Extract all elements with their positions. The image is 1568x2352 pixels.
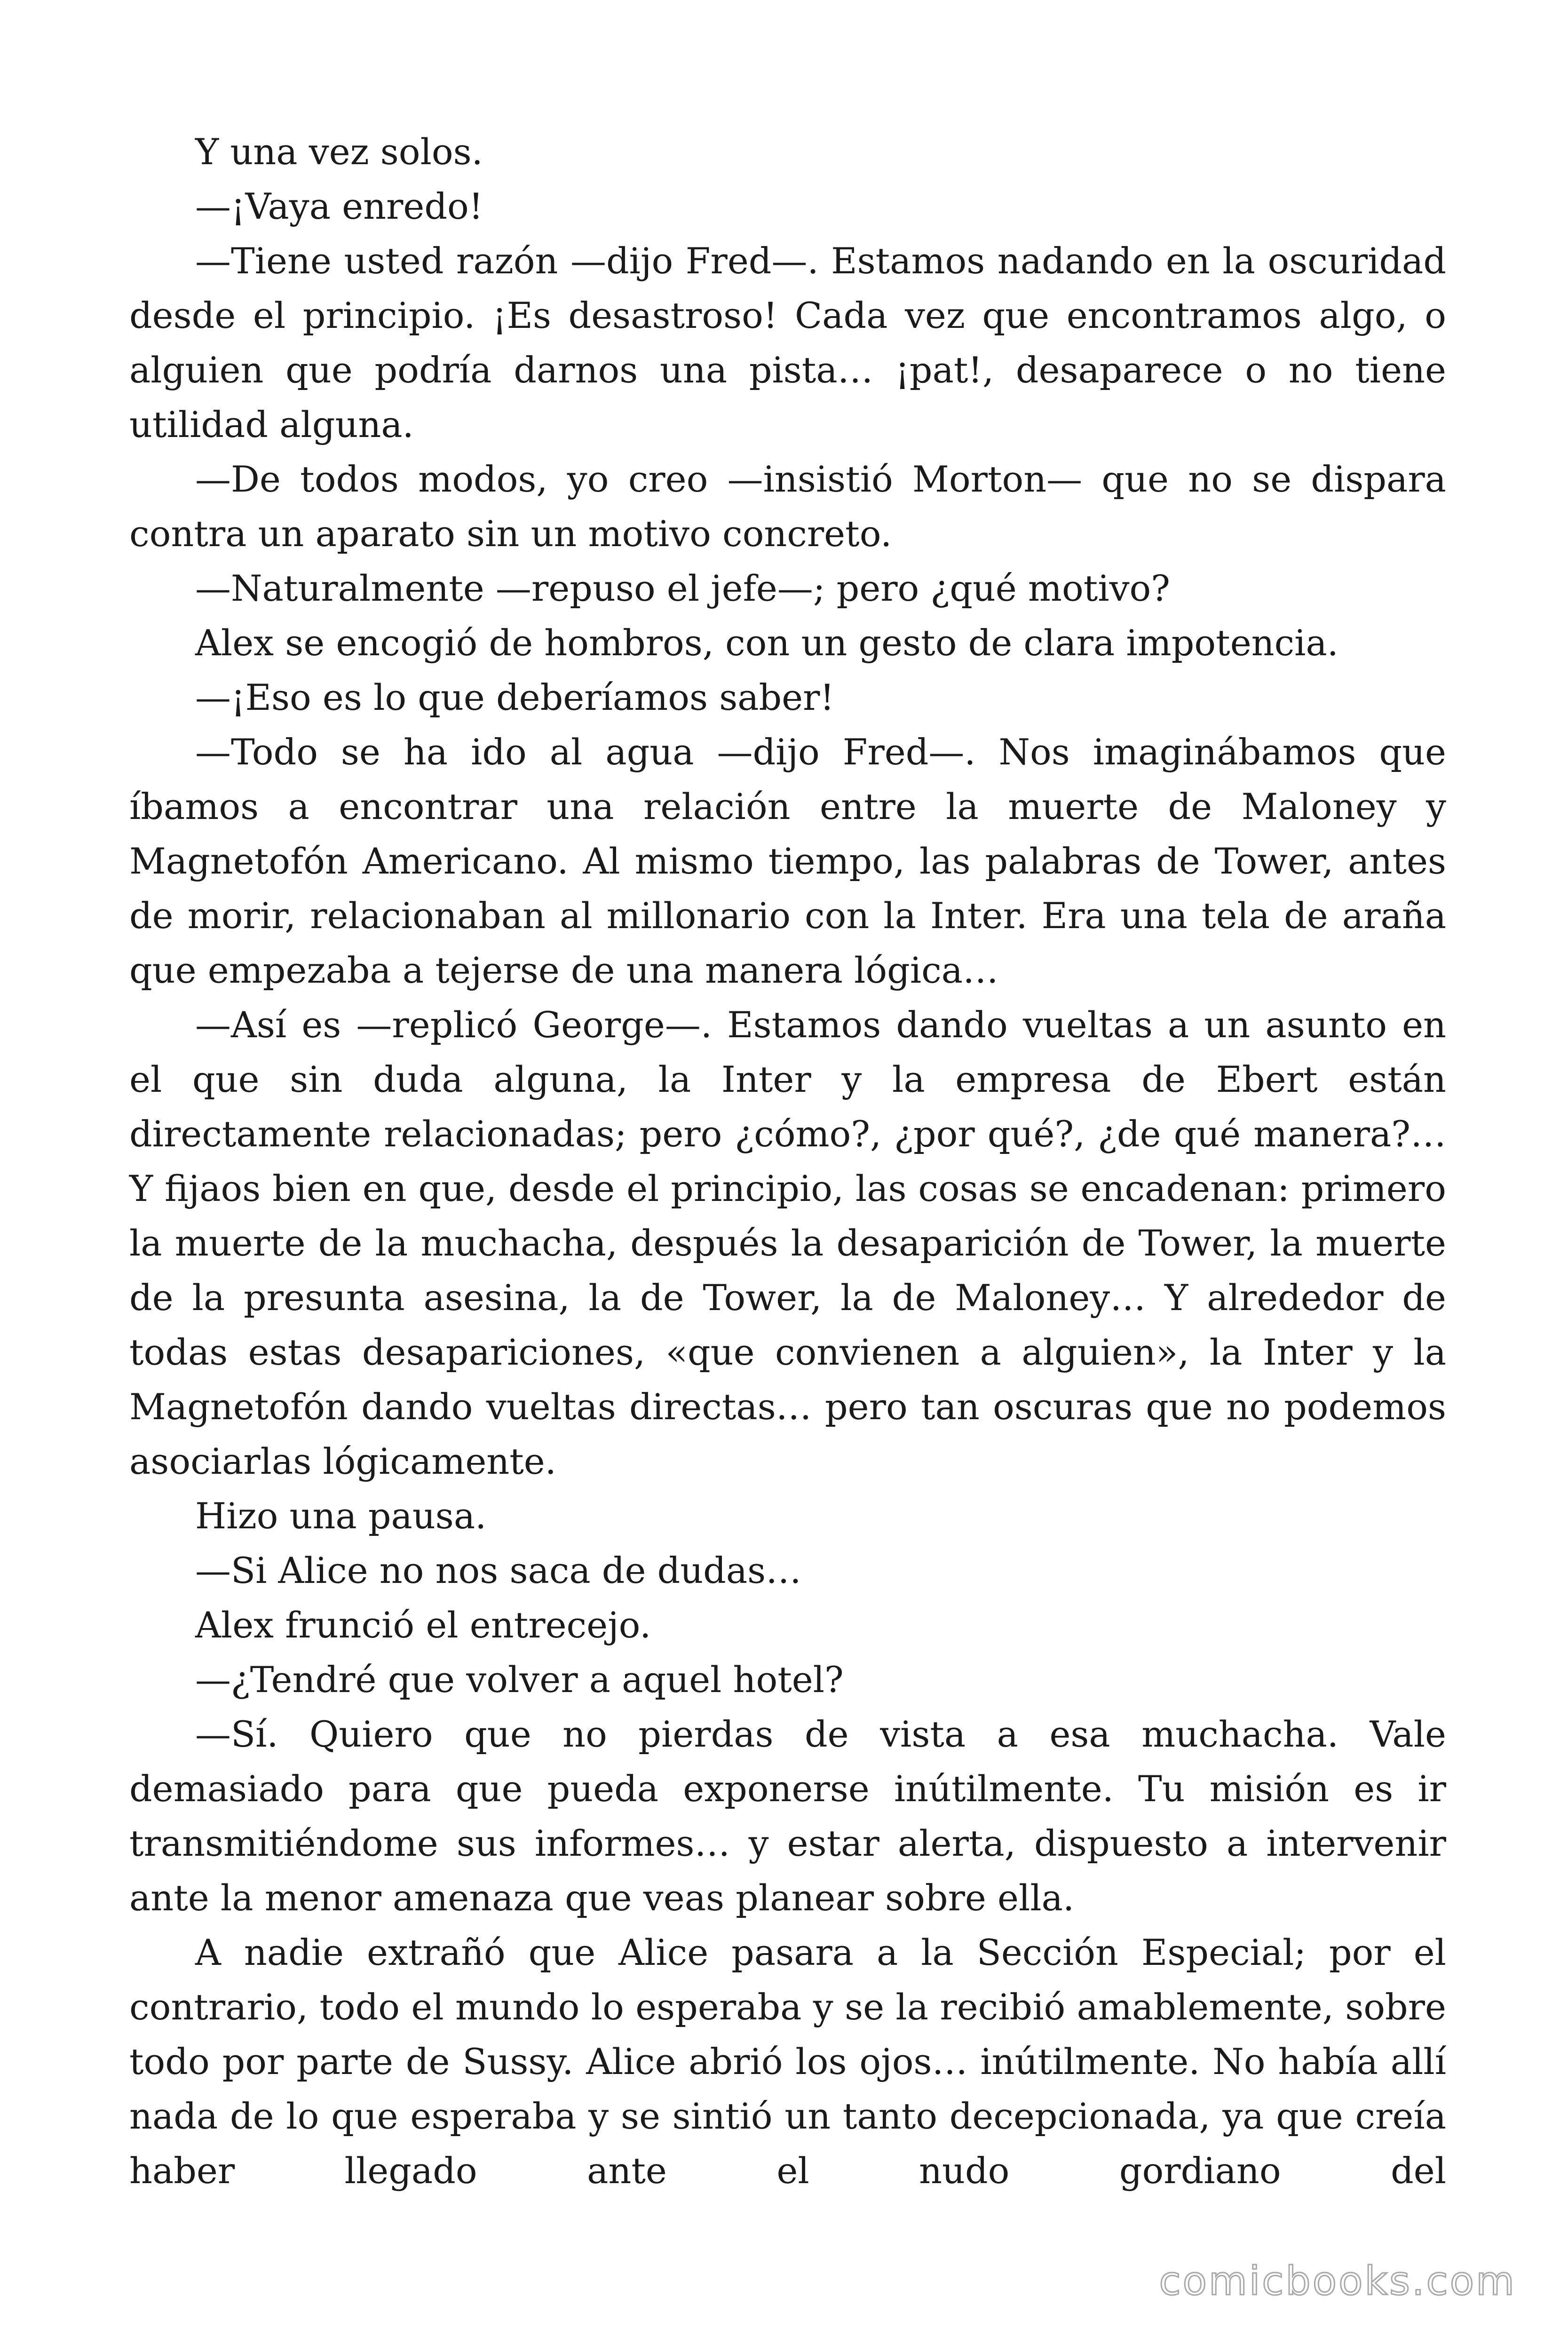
paragraph: —Todo se ha ido al agua —dijo Fred—. Nos imaginábamos que íbamos a encontrar una relación entre la muerte de Maloney y Magnetofón Americano. Al mismo tiempo, las palabras de Tower, antes de morir, relacionaban al millonario con la Inter. Era una tela de araña que empezaba a tejerse de una manera lógica… bbox=[129, 731, 1446, 991]
watermark: comicbooks.com bbox=[1159, 2258, 1516, 2304]
paragraph: A nadie extrañó que Alice pasara a la Sección Especial; por el contrario, todo el mundo lo esperaba y se la recibió amablemente, sobre todo por parte de Sussy. Alice abrió los ojos… inútilmente. No había allí nada de lo que esperaba y se sintió un tanto decepcionada, ya que creía haber llegado ante el nudo gordiano del bbox=[129, 1931, 1446, 2192]
paragraph: —De todos modos, yo creo —insistió Morton— que no se dispara contra un aparato sin un motivo concreto. bbox=[129, 458, 1446, 555]
paragraph: —Tiene usted razón —dijo Fred—. Estamos nadando en la oscuridad desde el principio. ¡Es desastroso! Cada vez que encontramos algo, o alguien que podría darnos una pista… ¡pat!, desaparece o no tiene utilidad alguna. bbox=[129, 240, 1446, 445]
paragraph: Alex frunció el entrecejo. bbox=[195, 1604, 651, 1646]
paragraph: —Naturalmente —repuso el jefe—; pero ¿qué motivo? bbox=[195, 567, 1171, 609]
paragraph: —Así es —replicó George—. Estamos dando vueltas a un asunto en el que sin duda alguna, la Inter y la empresa de Ebert están directamente relacionadas; pero ¿cómo?, ¿por qué?, ¿de qué manera?… Y fijaos bien en que, desde el principio, las cosas se encadenan: primero la muerte de la muchacha, después la desaparición de Tower, la muerte de la presunta asesina, la de Tower, la de Maloney… Y alrededor de todas estas desapariciones, «que convienen a alguien», la Inter y la Magnetofón dando vueltas directas… pero tan oscuras que no podemos asociarlas lógicamente. bbox=[129, 1004, 1446, 1482]
page-body bbox=[129, 125, 1446, 2198]
paragraph: —Si Alice no nos saca de dudas… bbox=[195, 1549, 802, 1591]
paragraph: —¡Vaya enredo! bbox=[195, 185, 483, 227]
paragraph: Alex se encogió de hombros, con un gesto de clara impotencia. bbox=[195, 622, 1338, 664]
paragraph: —Sí. Quiero que no pierdas de vista a esa muchacha. Vale demasiado para que pueda exponerse inútilmente. Tu misión es ir transmitiéndome sus informes… y estar alerta, dispuesto a intervenir ante la menor amenaza que veas planear sobre ella. bbox=[129, 1713, 1446, 1919]
paragraph: Hizo una pausa. bbox=[195, 1495, 487, 1537]
paragraph: —¡Eso es lo que deberíamos saber! bbox=[195, 676, 835, 718]
paragraph: Y una vez solos. bbox=[195, 131, 483, 173]
paragraph: —¿Tendré que volver a aquel hotel? bbox=[195, 1659, 844, 1700]
